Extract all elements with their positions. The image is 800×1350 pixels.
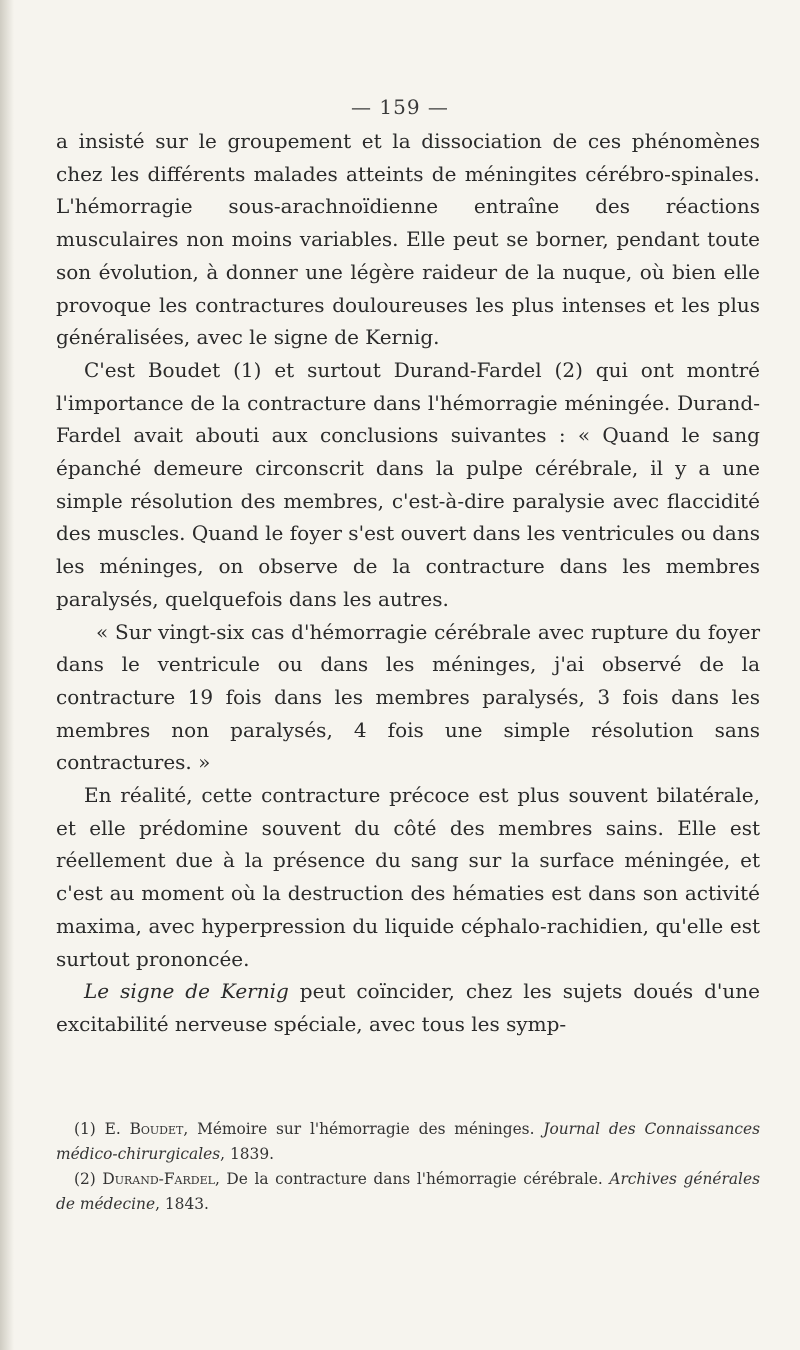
paragraph-5 [56,975,760,1040]
footnote-marker: (1) [74,1120,105,1138]
paragraph-1: a insisté sur le groupement et la dissociation de ces phénomènes chez les différents malades atteints de méningites cérébro-spinales. L'hémorragie sous-arachnoïdienne entraîne des réactions musculaires non moins variables. Elle peut se borner, pendant toute son évolution, à donner une légère raideur de la nuque, où bien elle provoque les contractures douloureuses les plus intenses et les plus généralisées, avec le signe de Kernig. [56,129,760,350]
paragraph-4: En réalité, cette contracture précoce est plus souvent bilatérale, et elle prédomine souvent du côté des membres sains. Elle est réellement due à la présence du sang sur la surface méningée, et c'est au moment où la destruction des hématies est dans son activité maxima, avec hyperpression du liquide céphalo-rachidien, qu'elle est surtout prononcée. [56,783,760,971]
footnote-author: Durand-Fardel [102,1170,215,1188]
paragraph-5-rest: peut coïncider, chez les sujets doués d'une excitabilité nerveuse spéciale, avec tous les symp- [56,979,760,1036]
footnote-text: , Mémoire sur l'hémorragie des méninges. [183,1120,544,1138]
footnote-marker: (2) [74,1170,103,1188]
kernig-sign-italic: Le signe de Kernig [84,979,289,1004]
footnotes [56,1117,760,1217]
body-text [56,125,760,1041]
footnote-journal: Archives générales de médecine [56,1170,760,1213]
footnote-author: E. Boudet [104,1120,184,1138]
footnote-1 [56,1117,760,1167]
paragraph-3: « Sur vingt-six cas d'hémorragie cérébrale avec rupture du foyer dans le ventricule ou dans les méninges, j'ai observé de la contracture 19 fois dans les membres paralysés, 3 fois dans les membres non paralysés, 4 fois une simple résolution sans contractures. » [56,619,760,775]
footnote-2 [56,1167,760,1217]
footnote-year: , 1843. [155,1195,209,1213]
page-number: — 159 — [351,95,449,119]
footnote-text: , De la contracture dans l'hémorragie cérébrale. [214,1170,610,1188]
paragraph-2: C'est Boudet (1) et surtout Durand-Fardel (2) qui ont montré l'importance de la contracture dans l'hémorragie méningée. Durand-Fardel avait abouti aux conclusions suivantes : « Quand le sang épanché demeure circonscrit dans la pulpe cérébrale, il y a une simple résolution des membres, c'est-à-dire paralysie avec flaccidité des muscles. Quand le foyer s'est ouvert dans les ventricules ou dans les méninges, on observe de la contracture dans les membres paralysés, quelquefois dans les autres. [56,357,760,611]
footnote-year: , 1839. [220,1145,275,1163]
footnote-journal: Journal des Connaissances médico-chirurgicales [56,1120,760,1163]
binding-shadow [0,0,14,1350]
